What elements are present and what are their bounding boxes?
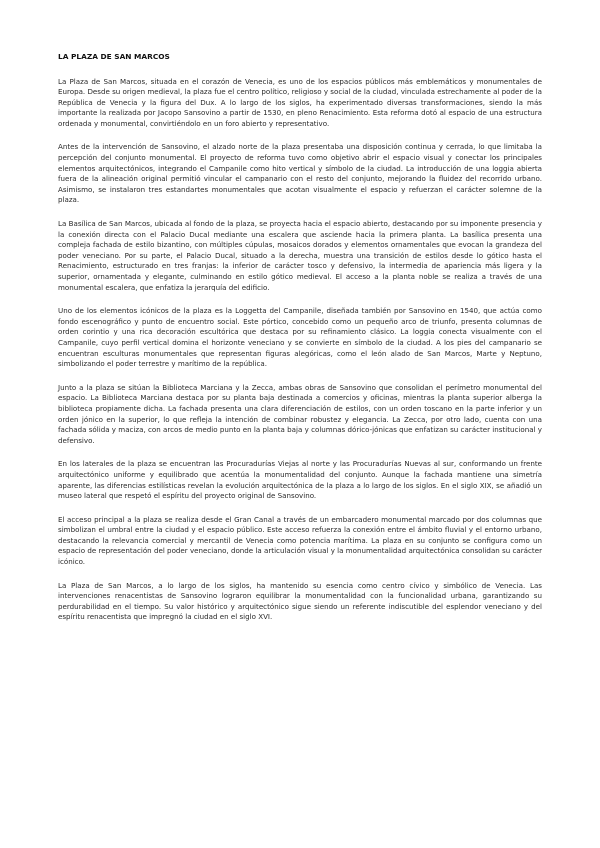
document-title: LA PLAZA DE SAN MARCOS <box>58 52 170 61</box>
paragraph-loggetta: Uno de los elementos icónicos de la plaza es la Loggetta del Campanile, diseñada también por Sansovino en 1540, que actúa como fondo escenográfico y punto de encuentro social. Este pórtico, concebido como un pequeño arco de triunfo, presenta columnas de orden corintio y una rica decoración escultórica que destaca por su refinamiento clásico. La loggia conecta visualmente con el Campanile, cuyo perfil vertical domina el horizonte veneciano y se convierte en símbolo de la ciudad. A los pies del campanario se encuentran esculturas monumentales que representan figuras alegóricas, como el león alado de San Marcos, Marte y Neptuno, simbolizando el poder terrestre y marítimo de la república. <box>58 306 542 369</box>
paragraph-acceso-principal: El acceso principal a la plaza se realiza desde el Gran Canal a través de un embarcadero monumental marcado por dos columnas que simbolizan el umbral entre la ciudad y el espacio público. Este acceso refuerza la conexión entre el ámbito fluvial y el entorno urbano, destacando la relevancia comercial y mercantil de Venecia como potencia marítima. La plaza en su conjunto se configura como un espacio de representación del poder veneciano, donde la articulación visual y la monumentalidad arquitectónica consolidan su carácter icónico. <box>58 514 542 567</box>
paragraph-intro: La Plaza de San Marcos, situada en el corazón de Venecia, es uno de los espacios públicos más emblemáticos y monumentales de Europa. Desde su origen medieval, la plaza fue el centro político, religioso y social de la ciudad, vinculada estrechamente al poder de la República de Venecia y la figura del Dux. A lo largo de los siglos, ha experimentado diversas transformaciones, siendo la más importante la realizada por Jacopo Sansovino a partir de 1530, en pleno Renacimiento. Esta reforma dotó al espacio de una estructura ordenada y monumental, convirtiéndolo en un foro abierto y representativo. <box>58 76 542 128</box>
paragraph-sansovino-intervention: Antes de la intervención de Sansovino, el alzado norte de la plaza presentaba una disposición continua y cerrada, lo que limitaba la percepción del conjunto monumental. El proyecto de reforma tuvo como objetivo abrir el espacio visual y conectar los principales elementos arquitectónicos, integrando el Campanile como hito vertical y símbolo de la ciudad. La introducción de una loggia abierta fuera de la alineación original permitió vincular el campanario con el resto del conjunto, mejorando la fluidez del recorrido urbano. Asimismo, se instalaron tres estandartes monumentales que acotan visualmente el espacio y refuerzan el carácter solemne de la plaza. <box>58 142 542 205</box>
document-page <box>58 52 542 636</box>
paragraph-biblioteca-zecca: Junto a la plaza se sitúan la Biblioteca Marciana y la Zecca, ambas obras de Sansovino que consolidan el perímetro monumental del espacio. La Biblioteca Marciana destaca por su planta baja destinada a comercios y oficinas, mientras la planta superior alberga la biblioteca propiamente dicha. La fachada presenta una clara diferenciación de estilos, con un orden toscano en la parte inferior y un orden jónico en la superior, lo que refleja la intención de combinar robustez y elegancia. La Zecca, por otro lado, cuenta con una fachada sólida y maciza, con arcos de medio punto en la planta baja y columnas dórico-jónicas que enfatizan su carácter institucional y defensivo. <box>58 382 542 445</box>
paragraph-procuradurias: En los laterales de la plaza se encuentran las Procuradurías Viejas al norte y las Procuradurías Nuevas al sur, conformando un frente arquitectónico uniforme y equilibrado que acentúa la monumentalidad del conjunto. Aunque la fachada mantiene una simetría aparente, las diferencias estilísticas revelan la evolución arquitectónica de la plaza a lo largo de los siglos. En el siglo XIX, se añadió un museo lateral que respetó el espíritu del proyecto original de Sansovino. <box>58 459 542 501</box>
paragraph-conclusion: La Plaza de San Marcos, a lo largo de los siglos, ha mantenido su esencia como centro cívico y simbólico de Venecia. Las intervenciones renacentistas de Sansovino lograron equilibrar la monumentalidad con la funcionalidad urbana, garantizando su perdurabilidad en el tiempo. Su valor histórico y arquitectónico sigue siendo un referente indiscutible del esplendor veneciano y del espíritu renacentista que impregnó la ciudad en el siglo XVI. <box>58 580 542 622</box>
paragraph-basilica-palacio: La Basílica de San Marcos, ubicada al fondo de la plaza, se proyecta hacia el espacio abierto, destacando por su imponente presencia y la conexión directa con el Palacio Ducal mediante una escalera que asciende hacia la primera planta. La basílica presenta una compleja fachada de estilo bizantino, con múltiples cúpulas, mosaicos dorados y elementos ornamentales que evocan la grandeza del poder veneciano. Por su parte, el Palacio Ducal, situado a la derecha, muestra una transición de estilos desde lo gótico hasta el Renacimiento, estructurado en tres franjas: la inferior de carácter tosco y defensivo, la intermedia de apariencia más ligera y la superior, ornamentada y elegante, culminando en estilo gótico medieval. El acceso a la planta noble se realiza a través de una monumental escalera, que enfatiza la jerarquía del edificio. <box>58 219 542 292</box>
